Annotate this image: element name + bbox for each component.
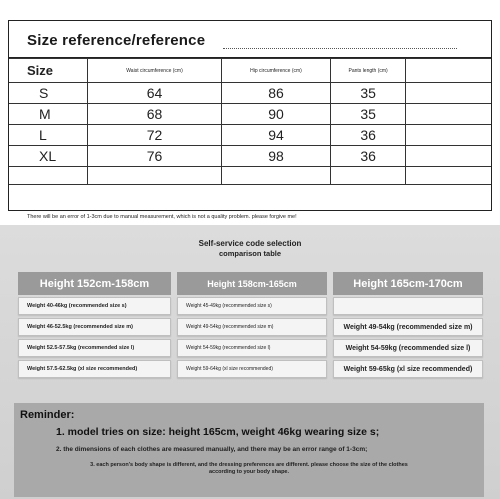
hip-cell: 94 — [221, 125, 331, 146]
waist-cell: 76 — [88, 146, 221, 167]
pants-cell: 36 — [331, 146, 406, 167]
reminder-title: Reminder: — [20, 409, 75, 421]
reminder-line-1: 1. model tries on size: height 165cm, weight 46kg wearing size s; — [56, 426, 380, 438]
list-item: Weight 59-64kg (xl size recommended) — [177, 360, 327, 378]
table-row — [9, 104, 491, 125]
size-table-header — [9, 59, 491, 83]
list-item: Weight 46-52.5kg (recommended size m) — [18, 318, 171, 336]
size-cell: XL — [9, 146, 88, 167]
size-table — [9, 58, 491, 185]
comparison-title: Self-service code selection — [198, 239, 302, 248]
size-cell: S — [9, 83, 88, 104]
table-row — [9, 146, 491, 167]
waist-cell: 72 — [88, 125, 221, 146]
reminder-box — [14, 403, 484, 497]
list-item: Weight 40-46kg (recommended size s) — [18, 297, 171, 315]
list-item: Weight 49-54kg (recommended size m) — [333, 318, 483, 336]
size-cell: M — [9, 104, 88, 125]
list-item: Weight 54-59kg (recommended size l) — [177, 339, 327, 357]
size-title-row — [9, 21, 491, 58]
list-item: Weight 54-59kg (recommended size l) — [333, 339, 483, 357]
reminder-line-2: 2. the dimensions of each clothes are measured manually, and there may be an error range of 1-3cm; — [56, 446, 368, 453]
empty-cell — [405, 125, 491, 146]
comparison-subtitle: comparison table — [218, 249, 282, 258]
table-row-blank — [9, 167, 491, 185]
reminder-line-3b: according to your body shape. — [208, 469, 290, 475]
header-pants: Pants length (cm) — [331, 59, 406, 83]
waist-cell: 64 — [88, 83, 221, 104]
header-hip: Hip circumference (cm) — [221, 59, 331, 83]
size-cell: L — [9, 125, 88, 146]
empty-cell — [405, 104, 491, 125]
comparison-section — [0, 225, 500, 499]
hip-cell: 98 — [221, 146, 331, 167]
empty-cell — [405, 146, 491, 167]
hip-cell: 90 — [221, 104, 331, 125]
pants-cell: 35 — [331, 83, 406, 104]
list-item: Weight 57.5-62.5kg (xl size recommended) — [18, 360, 171, 378]
list-item: Weight 59-65kg (xl size recommended) — [333, 360, 483, 378]
pants-cell: 35 — [331, 104, 406, 125]
table-row — [9, 83, 491, 104]
header-empty — [405, 59, 491, 83]
reminder-line-3 — [44, 462, 454, 476]
hip-cell: 86 — [221, 83, 331, 104]
empty-cell — [405, 83, 491, 104]
waist-cell: 68 — [88, 104, 221, 125]
size-reference-card — [8, 20, 492, 220]
reminder-line-3a: 3. each person's body shape is different, and the dressing preferences are different. please choose the size of the clothes — [90, 462, 408, 468]
size-reference-title: Size reference/reference — [27, 32, 206, 49]
column-header-158-165: Height 158cm-165cm — [177, 272, 327, 295]
list-item — [333, 297, 483, 315]
list-item: Weight 49-54kg (recommended size m) — [177, 318, 327, 336]
measurement-note: There will be an error of 1-3cm due to manual measurement, which is not a quality problem. please forgive me! — [27, 214, 297, 220]
list-item: Weight 52.5-57.5kg (recommended size l) — [18, 339, 171, 357]
column-header-152-158: Height 152cm-158cm — [18, 272, 171, 295]
title-dotted-line — [223, 48, 457, 49]
header-waist: Waist circumference (cm) — [88, 59, 221, 83]
list-item: Weight 45-49kg (recommended size s) — [177, 297, 327, 315]
header-size: Size — [9, 59, 88, 83]
column-header-165-170: Height 165cm-170cm — [333, 272, 483, 295]
pants-cell: 36 — [331, 125, 406, 146]
table-row — [9, 125, 491, 146]
